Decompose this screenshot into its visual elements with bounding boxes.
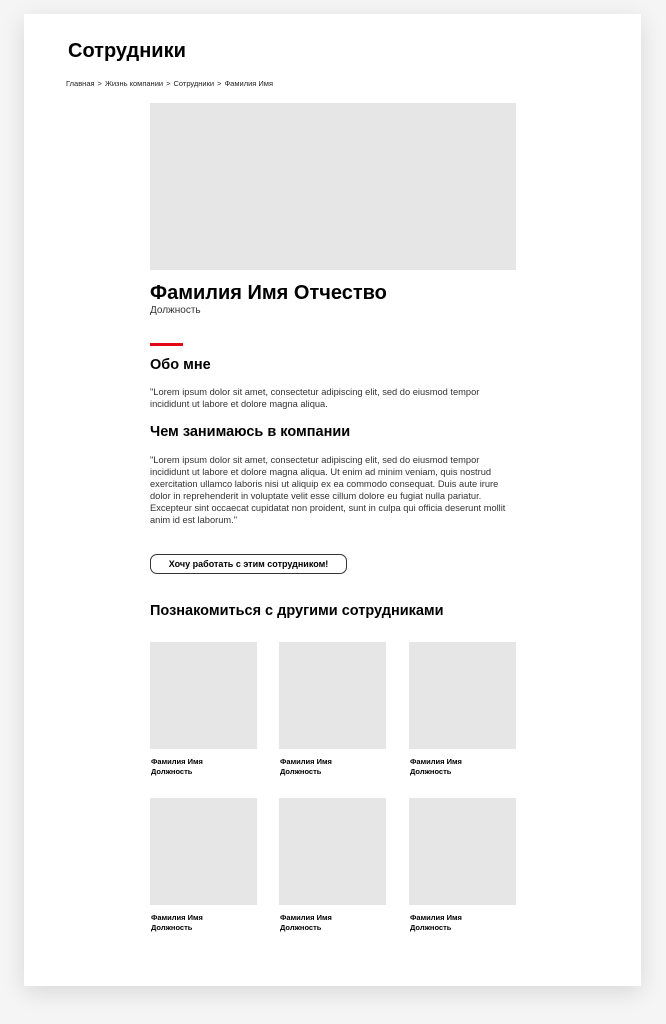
employee-card[interactable] <box>279 642 387 782</box>
page-container <box>24 14 641 986</box>
employee-photo <box>150 103 516 270</box>
breadcrumb-separator: > <box>217 79 222 88</box>
employee-card[interactable] <box>150 798 258 938</box>
employee-card-name[interactable]: Фамилия Имя <box>410 757 462 766</box>
employee-card[interactable] <box>409 642 517 782</box>
work-heading: Чем занимаюсь в компании <box>150 424 351 440</box>
breadcrumb-home[interactable]: Главная <box>66 79 95 88</box>
employee-card-photo[interactable] <box>150 642 257 749</box>
other-employees-heading: Познакомиться с другими сотрудниками <box>150 603 444 619</box>
employee-card[interactable] <box>279 798 387 938</box>
employee-card-photo[interactable] <box>279 642 386 749</box>
employee-card-name[interactable]: Фамилия Имя <box>151 913 203 922</box>
breadcrumb-separator: > <box>97 79 102 88</box>
breadcrumb-employees[interactable]: Сотрудники <box>173 79 215 88</box>
employee-card-position: Должность <box>280 767 322 776</box>
work-text: "Lorem ipsum dolor sit amet, consectetur adipiscing elit, sed do eiusmod tempor incididunt ut labore et dolore magna aliqua. Ut enim ad minim veniam, quis nostrud exercitation ullamco laboris nisi ut aliquip ex ea commodo consequat. Duis aute irure dolor in reprehenderit in voluptate velit esse cillum dolore eu fugiat nulla pariatur. Excepteur sint occaecat cupidatat non proident, sunt in culpa qui officia deserunt mollit anim id est laborum." <box>150 455 506 526</box>
breadcrumb-current: Фамилия Имя <box>224 79 274 88</box>
employee-card-position: Должность <box>151 923 193 932</box>
about-heading: Обо мне <box>150 357 211 373</box>
employee-card-name[interactable]: Фамилия Имя <box>280 757 332 766</box>
about-text: "Lorem ipsum dolor sit amet, consectetur adipiscing elit, sed do eiusmod tempor incididunt ut labore et dolore magna aliqua. <box>150 387 480 410</box>
employee-card-name[interactable]: Фамилия Имя <box>151 757 203 766</box>
employee-card-photo[interactable] <box>409 642 516 749</box>
employee-card-photo[interactable] <box>279 798 386 905</box>
employee-card[interactable] <box>150 642 258 782</box>
employee-card-name[interactable]: Фамилия Имя <box>410 913 462 922</box>
accent-divider <box>150 343 183 346</box>
employee-name: Фамилия Имя Отчество <box>150 282 387 304</box>
employee-card-position: Должность <box>280 923 322 932</box>
breadcrumb-company-life[interactable]: Жизнь компании <box>104 79 164 88</box>
employee-card-photo[interactable] <box>409 798 516 905</box>
employee-card[interactable] <box>409 798 517 938</box>
employee-card-position: Должность <box>151 767 193 776</box>
breadcrumb <box>66 79 273 88</box>
page-title: Сотрудники <box>68 40 186 62</box>
employee-position: Должность <box>150 305 201 316</box>
employee-card-name[interactable]: Фамилия Имя <box>280 913 332 922</box>
work-with-employee-button[interactable]: Хочу работать с этим сотрудником! <box>150 554 347 574</box>
employee-card-position: Должность <box>410 767 452 776</box>
employee-card-position: Должность <box>410 923 452 932</box>
breadcrumb-separator: > <box>166 79 171 88</box>
employee-card-photo[interactable] <box>150 798 257 905</box>
